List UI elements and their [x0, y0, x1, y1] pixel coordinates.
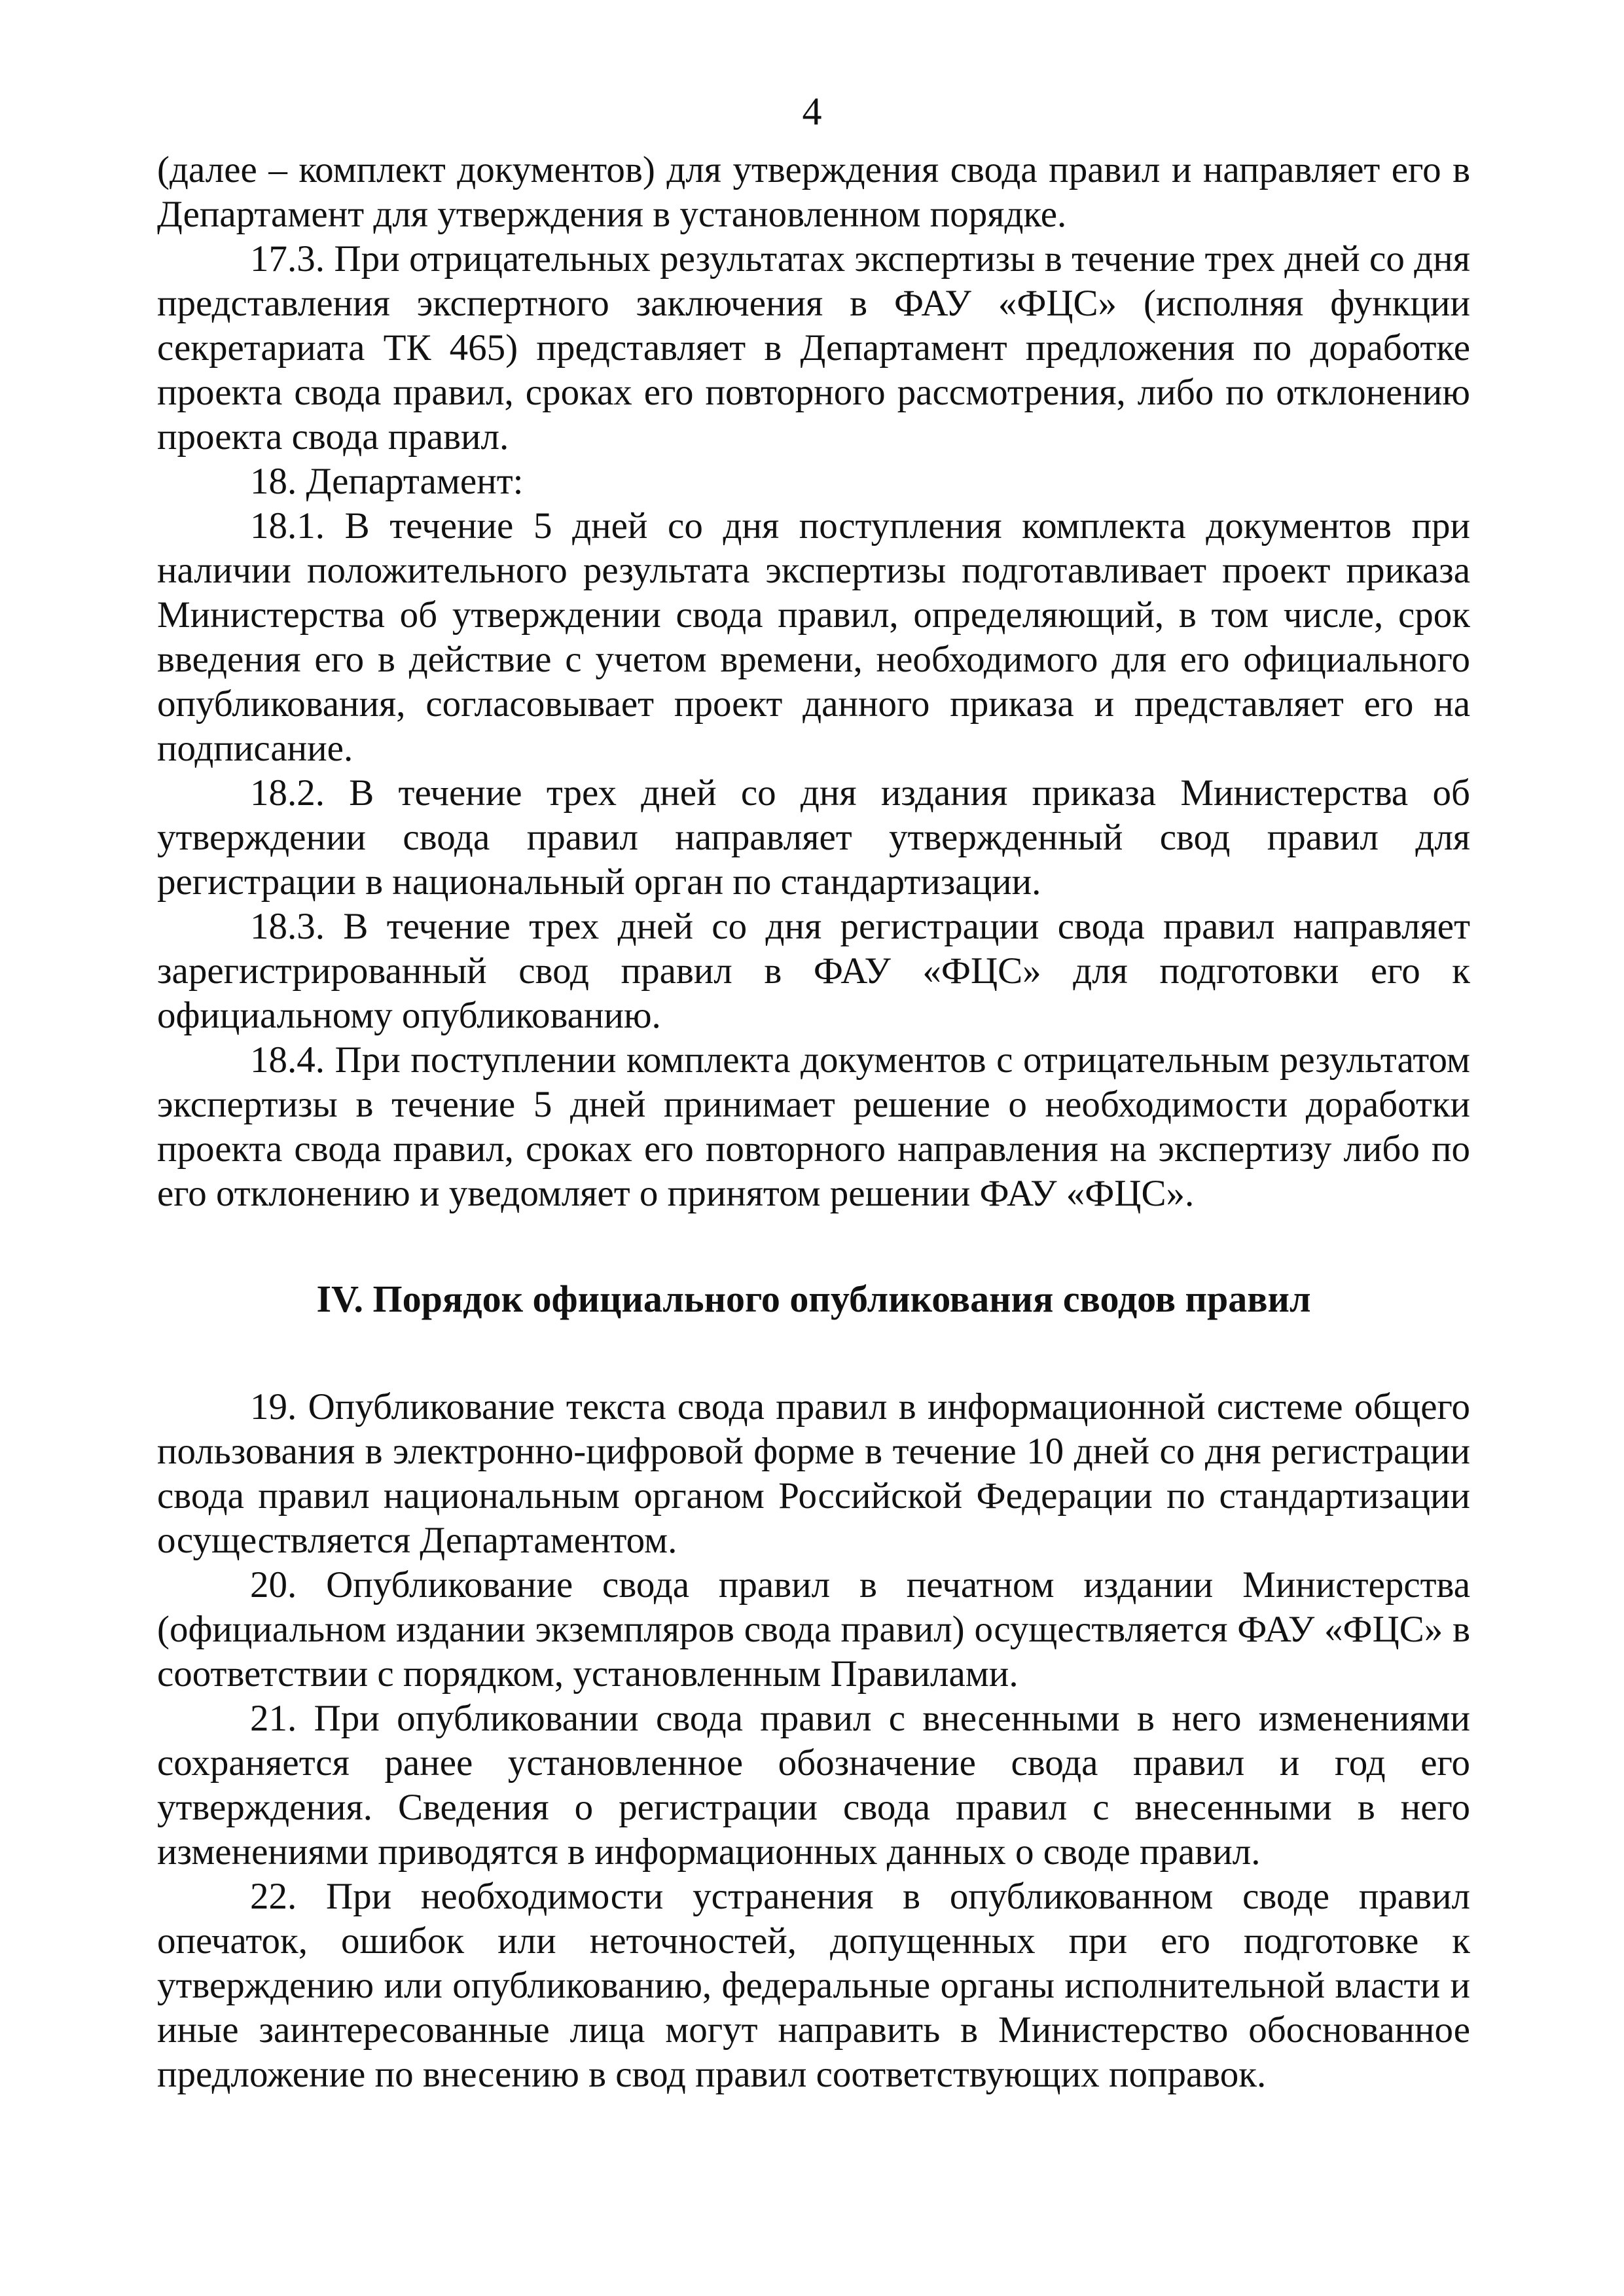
paragraph-18-2: 18.2. В течение трех дней со дня издания приказа Министерства об утверждении свода правил направляет утвержденный свод правил для регистрации в национальный орган по стандартизации.	[157, 772, 1470, 903]
paragraph-17-3: 17.3. При отрицательных результатах экспертизы в течение трех дней со дня представления экспертного заключения в ФАУ «ФЦС» (исполняя функции секретариата ТК 465) представляет в Департамент предложения по доработке проекта свода правил, сроках его повторного рассмотрения, либо по отклонению проекта свода правил.	[157, 238, 1470, 457]
paragraph-19: 19. Опубликование текста свода правил в информационной системе общего пользования в электронно-цифровой форме в течение 10 дней со дня регистрации свода правил национальным органом Российской Федерации по стандартизации осуществляется Департаментом.	[157, 1386, 1470, 1561]
document-body	[157, 148, 1470, 2097]
paragraph-21: 21. При опубликовании свода правил с внесенными в него изменениями сохраняется ранее установленное обозначение свода правил и год его утверждения. Сведения о регистрации свода правил с внесенными в него изменениями приводятся в информационных данных о своде правил.	[157, 1698, 1470, 1873]
paragraphs-before-heading	[157, 148, 1470, 1216]
section-heading: IV. Порядок официального опубликования сводов правил	[316, 1278, 1311, 1320]
paragraph-20: 20. Опубликование свода правил в печатном издании Министерства (официальном издании экземпляров свода правил) осуществляется ФАУ «ФЦС» в соответствии с порядком, установленным Правилами.	[157, 1564, 1470, 1695]
page-number: 4	[802, 90, 822, 133]
paragraph-22: 22. При необходимости устранения в опубликованном своде правил опечаток, ошибок или неточностей, допущенных при его подготовке к утверждению или опубликованию, федеральные органы исполнительной власти и иные заинтересованные лица могут направить в Министерство обоснованное предложение по внесению в свод правил соответствующих поправок.	[157, 1876, 1470, 2095]
paragraph-continuation: (далее – комплект документов) для утверждения свода правил и направляет его в Департамент для утверждения в установленном порядке.	[157, 149, 1470, 235]
paragraph-18: 18. Департамент:	[250, 461, 524, 502]
paragraph-18-3: 18.3. В течение трех дней со дня регистрации свода правил направляет зарегистрированный свод правил в ФАУ «ФЦС» для подготовки его к официальному опубликованию.	[157, 906, 1470, 1036]
paragraphs-after-heading	[157, 1385, 1470, 2097]
paragraph-18-4: 18.4. При поступлении комплекта документов с отрицательным результатом экспертизы в течение 5 дней принимает решение о необходимости доработки проекта свода правил, сроках его повторного направления на экспертизу либо по его отклонению и уведомляет о принятом решении ФАУ «ФЦС».	[157, 1039, 1470, 1214]
paragraph-18-1: 18.1. В течение 5 дней со дня поступления комплекта документов при наличии положительного результата экспертизы подготавливает проект приказа Министерства об утверждении свода правил, определяющий, в том числе, срок введения его в действие с учетом времени, необходимого для его официального опубликования, согласовывает проект данного приказа и представляет его на подписание.	[157, 505, 1470, 769]
